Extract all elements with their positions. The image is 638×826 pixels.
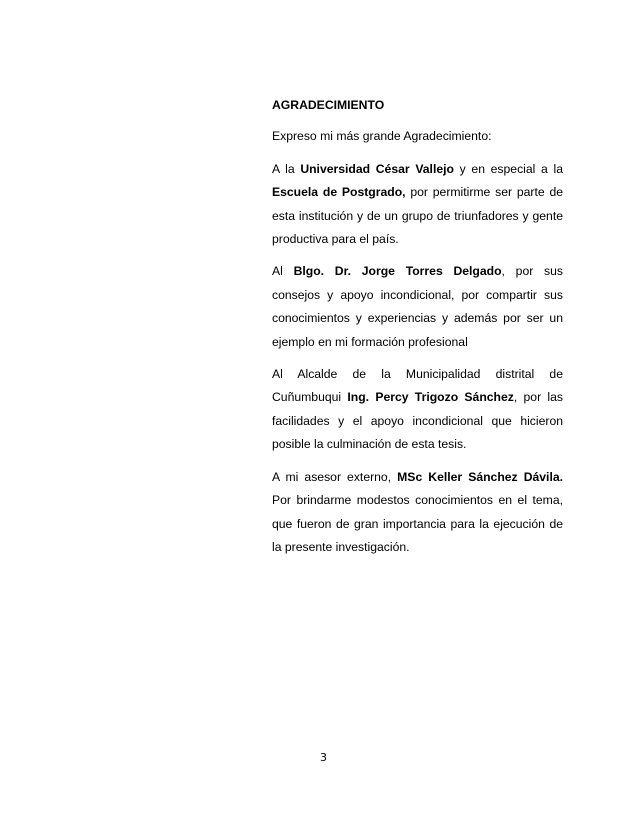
text-run: A mi asesor externo, bbox=[272, 469, 398, 484]
text-run: , por sus consejos y apoyo incondicional, por compartir sus conocimientos y experiencias y además por ser un ejemplo en mi formación profesional bbox=[272, 264, 563, 349]
bold-advisor-name: Blgo. Dr. Jorge Torres Delgado bbox=[293, 264, 502, 279]
bold-postgraduate-school: Escuela de Postgrado, bbox=[272, 185, 406, 200]
text-run: Al bbox=[272, 264, 294, 279]
paragraph-advisor bbox=[272, 260, 563, 354]
bold-mayor-name: Ing. Percy Trigozo Sánchez bbox=[347, 390, 514, 405]
paragraph-external-advisor bbox=[272, 466, 563, 560]
page-title: AGRADECIMIENTO bbox=[272, 98, 385, 112]
document-body bbox=[272, 94, 563, 568]
bold-external-advisor-name: MSc Keller Sánchez Dávila. bbox=[397, 469, 563, 484]
page-number: 3 bbox=[320, 751, 327, 764]
text-run: Al Alcalde de la Municipalidad distrital de Cuñumbuqui bbox=[272, 367, 563, 405]
text-run: , por las facilidades y el apoyo incondicional que hicieron posible la culminación de esta tesis. bbox=[272, 390, 563, 452]
bold-university: Universidad César Vallejo bbox=[300, 161, 454, 176]
text-run: y en especial a la bbox=[453, 161, 564, 176]
intro-paragraph: Expreso mi más grande Agradecimiento: bbox=[272, 129, 492, 144]
text-run: A la bbox=[272, 161, 301, 176]
text-run: Por brindarme modestos conocimientos en el tema, que fueron de gran importancia para la ejecución de la presente investigación. bbox=[272, 493, 563, 554]
paragraph-university bbox=[272, 158, 563, 252]
text-run: por permitirme ser parte de esta institución y de un grupo de triunfadores y gente productiva para el país. bbox=[272, 185, 564, 247]
paragraph-mayor bbox=[272, 363, 563, 457]
